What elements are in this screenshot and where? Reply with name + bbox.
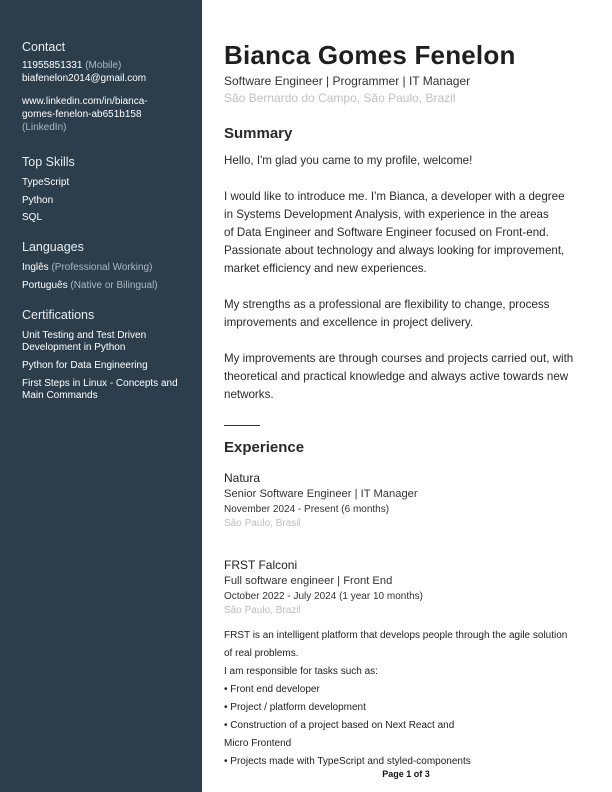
language-level: (Professional Working) <box>51 262 153 273</box>
language-item <box>22 262 192 274</box>
certification-line: Main Commands <box>22 389 98 401</box>
job-role: Full software engineer | Front End <box>224 575 393 587</box>
job-description-line: • Project / platform development <box>224 702 366 713</box>
certification-item <box>22 330 192 354</box>
contact-heading: Contact <box>22 40 66 54</box>
job-company: Natura <box>224 471 261 485</box>
job-role: Senior Software Engineer | IT Manager <box>224 488 418 500</box>
summary-line: I would like to introduce me. I'm Bianca, a developer with a degree <box>224 190 565 203</box>
job-description-line: • Front end developer <box>224 684 320 695</box>
summary-line: Passionate about technology and always looking for improvement, <box>224 244 565 257</box>
page-number: Page 1 of 3 <box>382 769 430 779</box>
skill-item: TypeScript <box>22 177 70 188</box>
summary-text <box>224 152 592 404</box>
skills-heading: Top Skills <box>22 155 75 169</box>
profile-name: Bianca Gomes Fenelon <box>224 40 516 70</box>
phone <box>22 59 192 72</box>
job-description-line: I am responsible for tasks such as: <box>224 666 378 677</box>
summary-heading: Summary <box>224 125 293 142</box>
language-item <box>22 280 192 292</box>
profile-headline: Software Engineer | Programmer | IT Manager <box>224 74 471 88</box>
job-location: São Paulo, Brazil <box>224 605 301 616</box>
certification-line: Unit Testing and Test Driven <box>22 329 147 341</box>
certification-item <box>22 378 192 402</box>
languages-section <box>22 240 192 292</box>
job-description-line: Micro Frontend <box>224 738 292 749</box>
phone-number: 11955851331 <box>22 60 83 71</box>
language-name: Inglês <box>22 262 49 273</box>
skill-item: SQL <box>22 212 43 223</box>
certification-line: First Steps in Linux - Concepts and <box>22 377 178 389</box>
job-description-line: • Construction of a project based on Next React and <box>224 720 455 731</box>
job-dates: October 2022 - July 2024 (1 year 10 months) <box>224 591 423 602</box>
summary-line: My strengths as a professional are flexibility to change, process <box>224 298 550 311</box>
linkedin-link-line1[interactable]: www.linkedin.com/in/bianca- <box>22 96 148 107</box>
experience-heading: Experience <box>224 439 305 456</box>
summary-line: improvements and excellence in project delivery. <box>224 316 474 329</box>
languages-heading: Languages <box>22 240 84 254</box>
job-dates: November 2024 - Present (6 months) <box>224 504 390 515</box>
job-description-line: FRST is an intelligent platform that develops people through the agile solution <box>224 630 568 641</box>
job-company: FRST Falconi <box>224 558 298 572</box>
job-description <box>224 627 592 771</box>
certification-line: Python for Data Engineering <box>22 359 148 371</box>
certification-line: Development in Python <box>22 341 126 353</box>
job-description-line: • Projects made with TypeScript and styled-components <box>224 756 471 767</box>
sidebar <box>0 0 202 792</box>
summary-line: My improvements are through courses and projects carried out, with <box>224 352 574 365</box>
summary-line: networks. <box>224 388 274 401</box>
certifications-section <box>22 308 192 402</box>
email-link[interactable]: biafenelon2014@gmail.com <box>22 73 147 84</box>
contact-section <box>22 40 192 134</box>
skill-item: Python <box>22 194 54 206</box>
language-level: (Native or Bilingual) <box>70 279 158 291</box>
skills-section <box>22 155 192 224</box>
job-description-line: of real problems. <box>224 648 299 659</box>
summary-line: in Systems Development Analysis, with experience in the areas <box>224 208 549 221</box>
language-name: Português <box>22 279 68 291</box>
phone-label: (Mobile) <box>85 60 122 71</box>
certifications-heading: Certifications <box>22 307 95 322</box>
summary-line: theoretical and practical knowledge and always active towards new <box>224 370 569 383</box>
job-location: São Paulo, Brasil <box>224 518 301 529</box>
linkedin-label: (LinkedIn) <box>22 122 67 133</box>
summary-line: market efficiency and new experiences. <box>224 262 427 275</box>
certification-item <box>22 360 192 372</box>
profile-location: São Bernardo do Campo, São Paulo, Brazil <box>224 91 456 105</box>
summary-line: of Data Engineer and Software Engineer focused on Front-end. <box>224 226 549 239</box>
linkedin-link-line2[interactable]: gomes-fenelon-ab651b158 <box>22 109 142 120</box>
summary-line: Hello, I'm glad you came to my profile, welcome! <box>224 154 473 167</box>
section-divider <box>224 425 260 426</box>
